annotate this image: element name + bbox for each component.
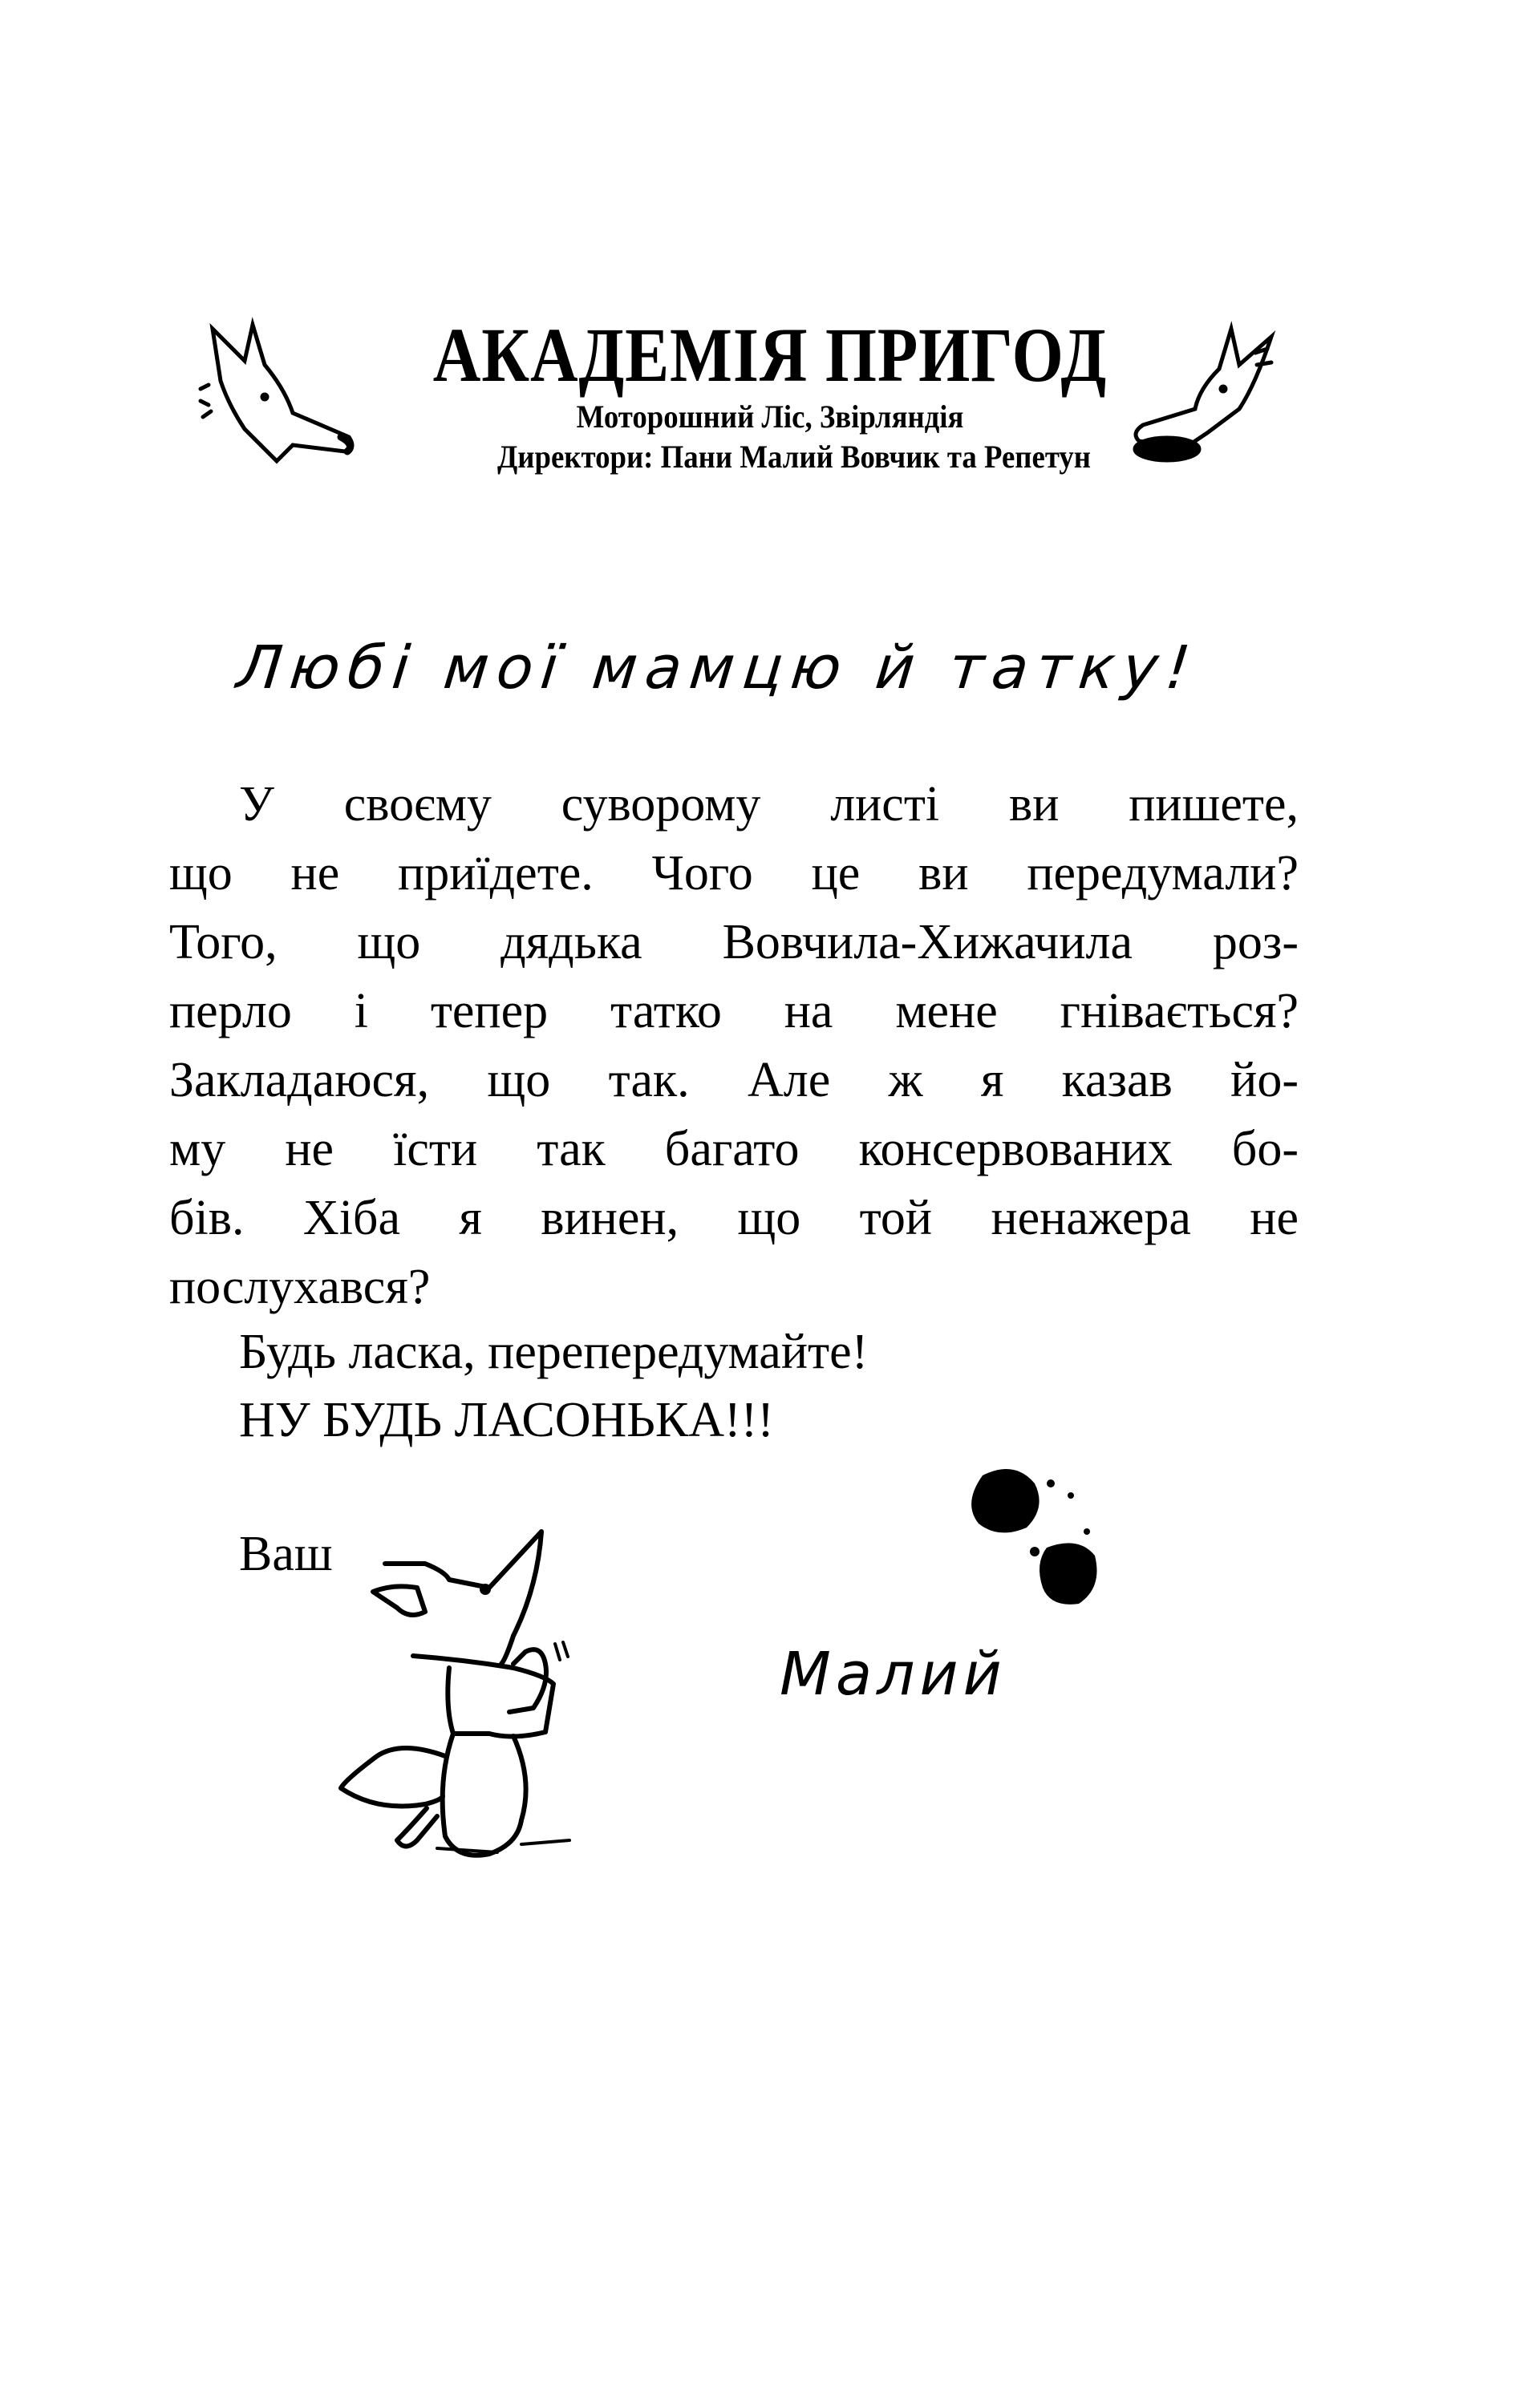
paragraph-line: Закладаюся, що так. Але ж я казав йо- xyxy=(169,1053,1299,1107)
paragraph-line: У своєму суворому листі ви пишете, xyxy=(239,777,1299,832)
handwritten-greeting: Любі мої мамцю й татку! xyxy=(233,633,1202,702)
paragraph-line: послухався? xyxy=(169,1260,431,1314)
paragraph-line: Того, що дядька Вовчила-Хижачила роз- xyxy=(169,915,1299,969)
closing-word: Ваш xyxy=(239,1527,333,1581)
letter-paragraph xyxy=(169,770,1299,1321)
fox-cub-illustration xyxy=(305,1524,786,1876)
paragraph-line: му не їсти так багато консервованих бо- xyxy=(169,1122,1299,1176)
letterhead-directors: Директори: Пани Малий Вовчик та Репетун xyxy=(496,439,1092,475)
paragraph-line: бів. Хіба я винен, що той ненажера не xyxy=(169,1191,1299,1245)
plea-line: Будь ласка, перепередумайте! xyxy=(239,1325,869,1379)
paragraph-line: що не приїдете. Чого це ви передумали? xyxy=(169,846,1299,900)
letterhead-title: АКАДЕМІЯ ПРИГОД xyxy=(432,312,1108,398)
paragraph-line: перло і тепер татко на мене гнівається? xyxy=(169,984,1299,1038)
handwritten-signature: Малий xyxy=(780,1640,1007,1709)
plea-caps-line: НУ БУДЬ ЛАСОНЬКА!!! xyxy=(239,1393,774,1447)
letterhead-location: Моторошний Ліс, Звірляндія xyxy=(576,399,964,435)
ink-blot-illustration xyxy=(958,1459,1111,1620)
